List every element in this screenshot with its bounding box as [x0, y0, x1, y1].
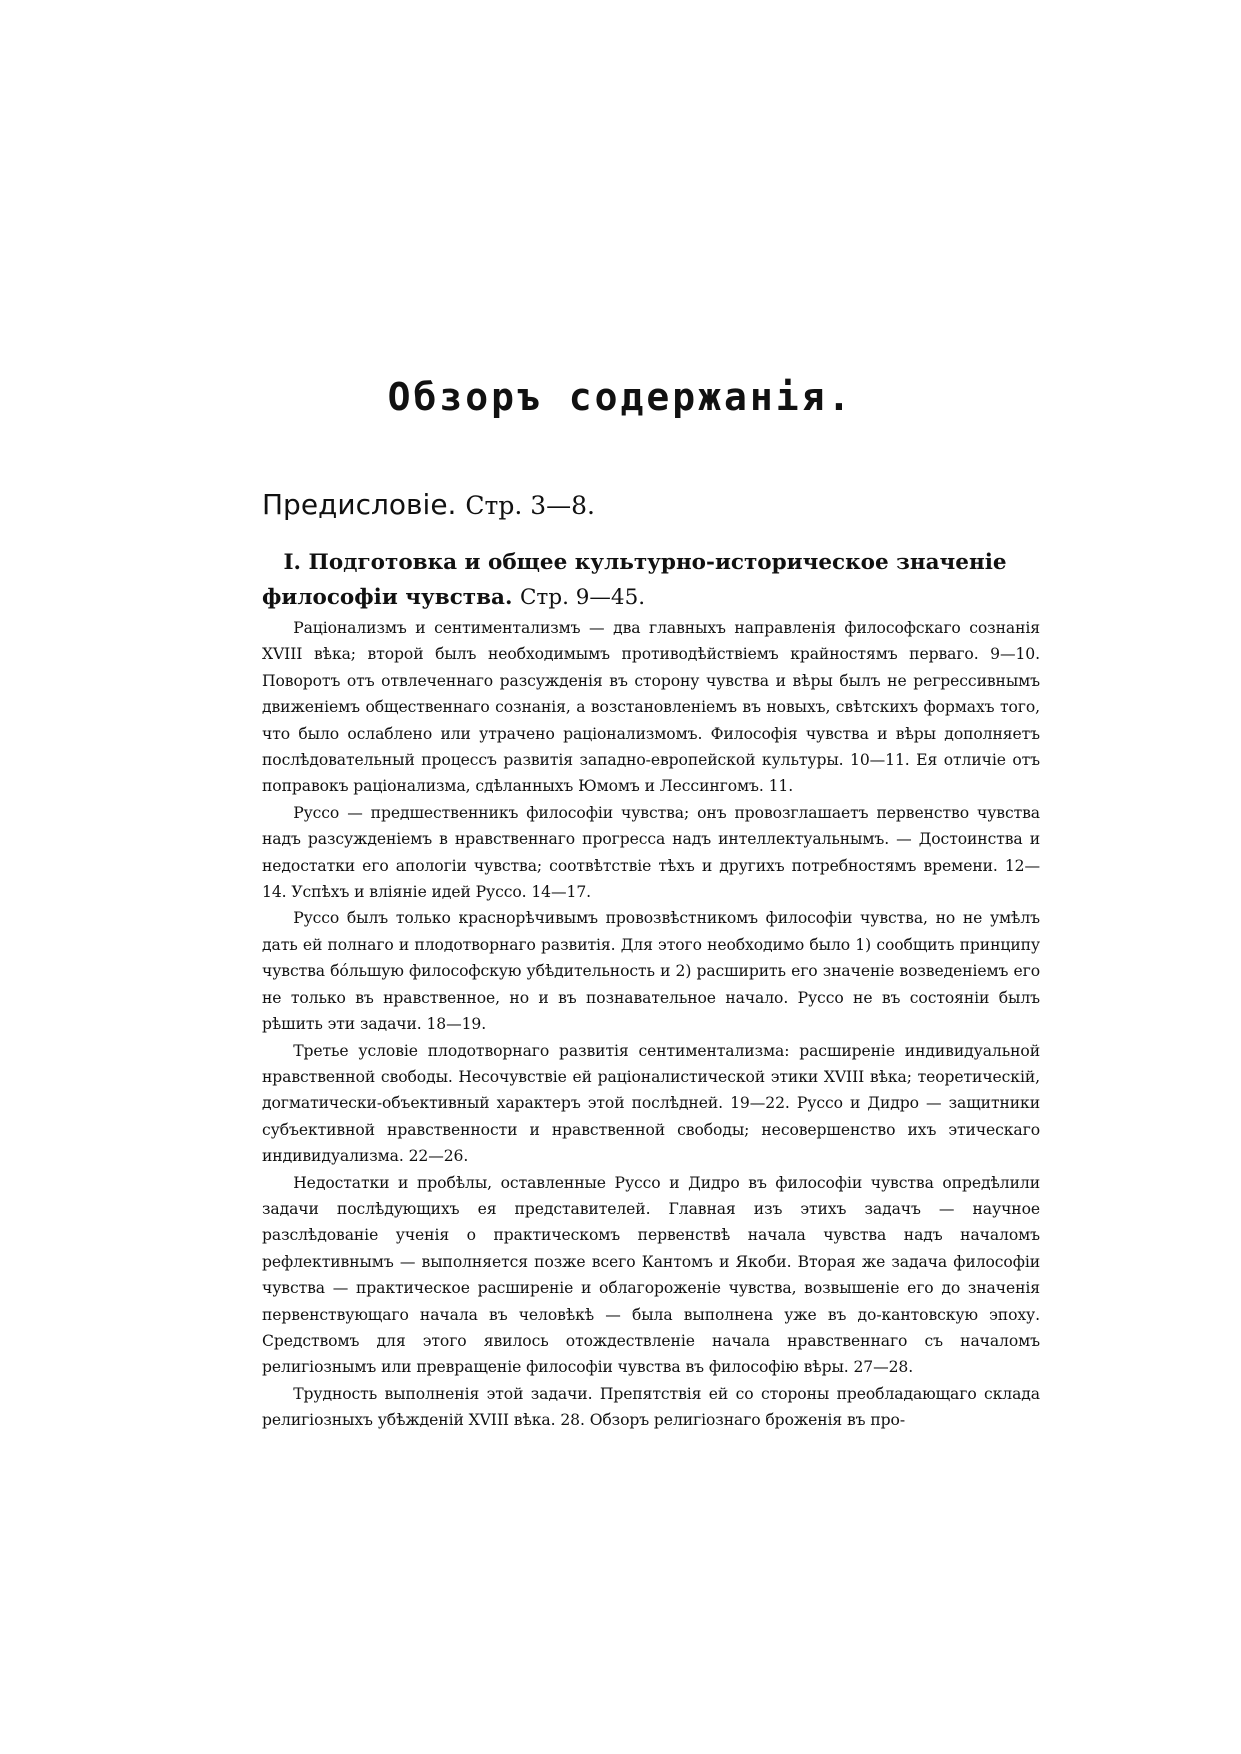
contents-body [262, 615, 1040, 1434]
section-heading [262, 545, 1040, 615]
contents-paragraph: Раціонализмъ и сентиментализмъ — два главныхъ направленія философскаго сознанія XVIII вѣка; второй былъ необходимымъ противодѣйствіемъ крайностямъ перваго. 9—10. Поворотъ отъ отвлеченнаго разсужденія въ сторону чувства и вѣры былъ не регрессивнымъ движеніемъ общественнаго сознанія, а возстановленіемъ въ новыхъ, свѣтскихъ формахъ того, что было ослаблено или утрачено раціонализмомъ. Философія чувства и вѣры дополняетъ послѣдовательный процессъ развитія западно-европейской культуры. 10—11. Ея отличіе отъ поправокъ раціонализма, сдѣланныхъ Юмомъ и Лессингомъ. 11. [262, 619, 1040, 796]
section-heading-text: I. Подготовка и общее культурно-историческое значеніе философіи чувства. [262, 550, 1007, 610]
page-title: Обзоръ содержанія. [387, 375, 854, 419]
preface-label: Предисловіе. [262, 488, 457, 521]
section-pages: Стр. 9—45. [519, 585, 646, 610]
preface-pages: Стр. 3—8. [465, 491, 595, 520]
contents-paragraph: Недостатки и пробѣлы, оставленные Руссо и Дидро въ философіи чувства опредѣлили задачи послѣдующихъ ея представителей. Главная изъ этихъ задачъ — научное разслѣдованіе ученія о практическомъ первенствѣ начала чувства надъ началомъ рефлективнымъ — выполняется позже всего Кантомъ и Якоби. Вторая же задача философіи чувства — практическое расширеніе и облагороженіе чувства, возвышеніе его до значенія первенствующаго начала въ человѣкѣ — была выполнена уже въ до-кантовскую эпоху. Средствомъ для этого явилось отождествленіе начала нравственнаго съ началомъ религіознымъ или превращеніе философіи чувства въ философію вѣры. 27—28. [262, 1173, 1040, 1377]
contents-paragraph: Руссо — предшественникъ философіи чувства; онъ провозглашаетъ первенство чувства надъ разсужденіемъ в нравственнаго прогресса надъ интеллектуальнымъ. — Достоинства и недостатки его апологіи чувства; соотвѣтствіе тѣхъ и другихъ потребностямъ времени. 12—14. Успѣхъ и вліяніе идей Руссо. 14—17. [262, 803, 1040, 902]
contents-paragraph: Третье условіе плодотворнаго развитія сентиментализма: расширеніе индивидуальной нравственной свободы. Несочувствіе ей раціоналистической этики XVIII вѣка; теоретическій, догматически-объективный характеръ этой послѣдней. 19—22. Руссо и Дидро — защитники субъективной нравственности и нравственной свободы; несовершенство ихъ этическаго индивидуализма. 22—26. [262, 1041, 1040, 1166]
preface-entry [262, 488, 595, 521]
contents-paragraph: Трудность выполненія этой задачи. Препятствія ей со стороны преобладающаго склада религіозныхъ убѣжденій XVIII вѣка. 28. Обзоръ религіознаго броженія въ про- [262, 1384, 1040, 1430]
contents-paragraph: Руссо былъ только краснорѣчивымъ провозвѣстникомъ философіи чувства, но не умѣлъ дать ей полнаго и плодотворнаго развитія. Для этого необходимо было 1) сообщить принципу чувства бóльшую философскую убѣдительность и 2) расширить его значеніе возведеніемъ его не только въ нравственное, но и въ познавательное начало. Руссо не въ состояніи былъ рѣшить эти задачи. 18—19. [262, 909, 1040, 1034]
